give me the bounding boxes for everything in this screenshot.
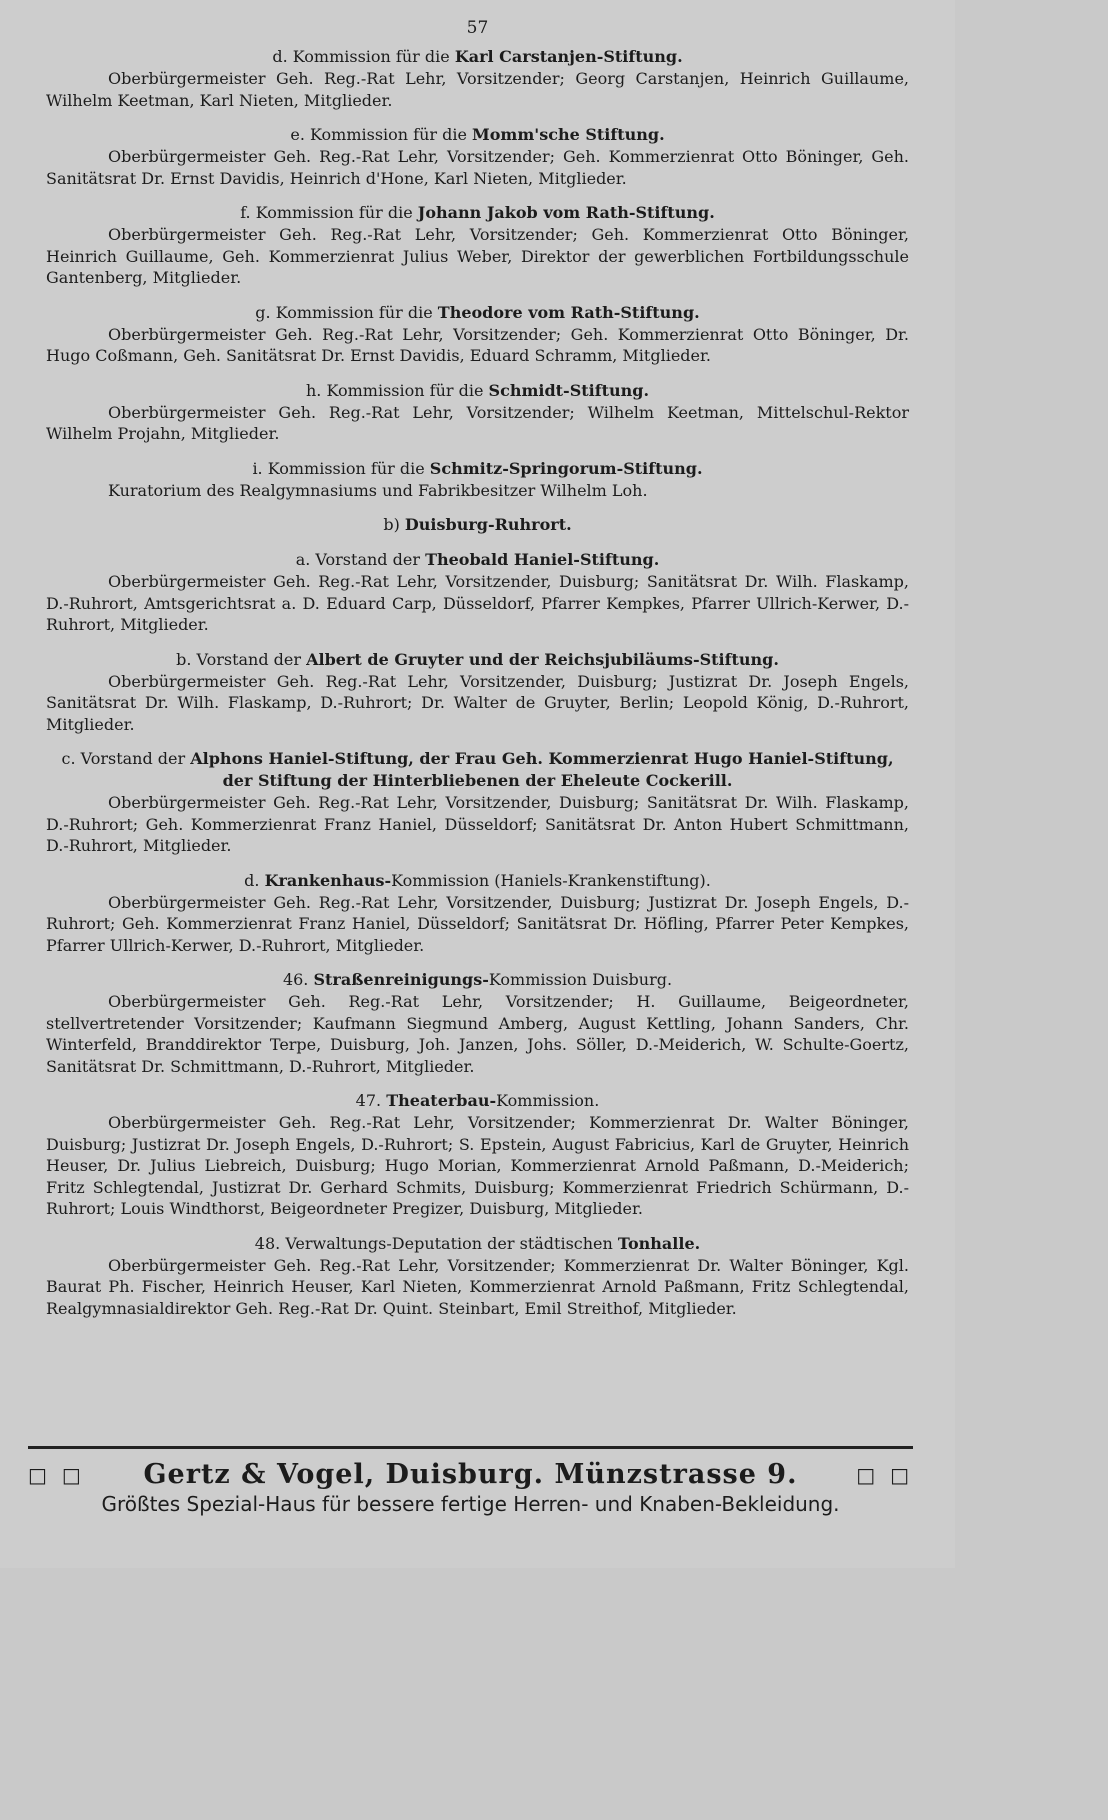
section-body: Oberbürgermeister Geh. Reg.-Rat Lehr, Vorsitzender; Wilhelm Keetman, Mittelschul-Rektor Wilhelm Projahn, Mitglieder.	[46, 402, 909, 443]
page-number: 57	[466, 18, 489, 38]
heading-prefix: d.	[244, 870, 260, 890]
section	[46, 380, 909, 445]
heading-title: Albert de Gruyter und der Reichsjubiläums-Stiftung.	[306, 649, 779, 669]
heading-suffix: Kommission (Haniels-Krankenstiftung).	[391, 870, 711, 890]
section-body: Oberbürgermeister Geh. Reg.-Rat Lehr, Vorsitzender, Duisburg; Sanitätsrat Dr. Wilh. Flaskamp, D.-Ruhrort; Geh. Kommerzienrat Franz Haniel, Düsseldorf; Sanitätsrat Dr. Anton Hubert Schmittmann, D.-Ruhrort, Mitglieder.	[46, 793, 909, 855]
section-body: Oberbürgermeister Geh. Reg.-Rat Lehr, Vorsitzender; Geh. Kommerzienrat Otto Böninger, Geh. Sanitätsrat Dr. Ernst Davidis, Heinrich d'Hone, Karl Nieten, Mitglieder.	[46, 147, 909, 188]
heading-title: Straßenreinigungs-	[313, 970, 489, 989]
heading-title: Theodore vom Rath-Stiftung.	[437, 302, 700, 322]
heading-prefix: a. Vorstand der	[295, 550, 420, 569]
section	[46, 1233, 909, 1320]
section	[46, 870, 909, 957]
heading-title: Alphons Haniel-Stiftung, der Frau Geh. Kommerzienrat Hugo Haniel-Stiftung, der Stiftung der Hinterbliebenen der Eheleute Cockerill.	[190, 749, 894, 790]
section-body: Oberbürgermeister Geh. Reg.-Rat Lehr, Vorsitzender; Georg Carstanjen, Heinrich Guillaume, Wilhelm Keetman, Karl Nieten, Mitglieder.	[46, 69, 909, 110]
heading-title: Theobald Haniel-Stiftung.	[425, 550, 660, 569]
section-body: Oberbürgermeister Geh. Reg.-Rat Lehr, Vorsitzender, Duisburg; Justizrat Dr. Joseph Engels, Sanitätsrat Dr. Wilh. Flaskamp, D.-Ruhrort; Dr. Walter de Gruyter, Berlin; Leopold König, D.-Ruhrort, Mitglieder.	[46, 671, 909, 734]
section-heading	[46, 380, 909, 402]
heading-prefix: b. Vorstand der	[176, 649, 302, 669]
ad-company-line: Gertz & Vogel, Duisburg. Münzstrasse 9.	[143, 1459, 798, 1490]
section	[46, 514, 909, 536]
section-body: Oberbürgermeister Geh. Reg.-Rat Lehr, Vorsitzender; Geh. Kommerzienrat Otto Böninger, Dr. Hugo Coßmann, Geh. Sanitätsrat Dr. Ernst Davidis, Eduard Schramm, Mitglieder.	[46, 324, 909, 365]
section	[46, 1090, 909, 1220]
heading-prefix: e. Kommission für die	[290, 125, 467, 144]
heading-title: Johann Jakob vom Rath-Stiftung.	[417, 203, 715, 222]
section-heading	[46, 202, 909, 224]
section-heading	[46, 969, 909, 991]
section-heading	[46, 549, 909, 571]
heading-title: Schmitz-Springorum-Stiftung.	[429, 458, 703, 478]
section-body: Oberbürgermeister Geh. Reg.-Rat Lehr, Vorsitzender, Duisburg; Justizrat Dr. Joseph Engels, D.-Ruhrort; Geh. Kommerzienrat Franz Haniel, Düsseldorf; Sanitätsrat Dr. Höfling, Pfarrer Peter Kempkes, Pfarrer Ullrich-Kerwer, D.-Ruhrort, Mitglieder.	[46, 892, 909, 955]
section-heading	[46, 302, 909, 324]
section-body: Oberbürgermeister Geh. Reg.-Rat Lehr, Vorsitzender, Duisburg; Sanitätsrat Dr. Wilh. Flaskamp, D.-Ruhrort, Amtsgerichtsrat a. D. Eduard Carp, Düsseldorf, Pfarrer Kempkes, Pfarrer Ullrich-Kerwer, D.-Ruhrort, Mitglieder.	[46, 572, 909, 634]
box-ornament-left: □ □	[28, 1462, 85, 1487]
heading-prefix: f. Kommission für die	[240, 203, 413, 222]
section	[46, 302, 909, 367]
heading-prefix: b)	[383, 515, 400, 534]
section-heading	[46, 514, 909, 536]
section	[46, 969, 909, 1077]
heading-title: Schmidt-Stiftung.	[488, 380, 650, 400]
section-heading	[46, 1233, 909, 1255]
ad-company-line-row	[28, 1459, 913, 1490]
heading-prefix: g. Kommission für die	[255, 302, 433, 322]
section	[46, 649, 909, 736]
heading-title: Karl Carstanjen-Stiftung.	[454, 47, 683, 66]
heading-suffix: Kommission.	[496, 1091, 600, 1110]
box-ornament-right: □ □	[856, 1462, 913, 1487]
section	[46, 549, 909, 636]
heading-prefix: 46.	[282, 970, 309, 989]
section-heading	[46, 748, 909, 792]
ad-slogan: Größtes Spezial-Haus für bessere fertige Herren- und Knaben-Bekleidung.	[101, 1492, 840, 1516]
section-heading	[46, 124, 909, 146]
section-body: Oberbürgermeister Geh. Reg.-Rat Lehr, Vorsitzender; Kommerzienrat Dr. Walter Böninger, Duisburg; Justizrat Dr. Joseph Engels, D.-Ruhrort; S. Epstein, August Fabricius, Karl de Gruyter, Heinrich Heuser, Dr. Julius Liebreich, Duisburg; Hugo Morian, Kommerzienrat Arnold Paßmann, D.-Meiderich; Fritz Schlegtendal, Justizrat Dr. Gerhard Schmits, Duisburg; Kommerzienrat Friedrich Schürmann, D.-Ruhrort; Louis Windthorst, Beigeordneter Pregizer, Duisburg, Mitglieder.	[46, 1113, 909, 1218]
advertisement-footer	[28, 1446, 913, 1516]
heading-prefix: c. Vorstand der	[61, 749, 186, 768]
section-heading	[46, 1090, 909, 1112]
heading-prefix: i. Kommission für die	[252, 458, 425, 478]
sections-container	[46, 46, 909, 1319]
heading-prefix: d. Kommission für die	[272, 47, 450, 66]
heading-prefix: h. Kommission für die	[305, 380, 484, 400]
section	[46, 124, 909, 189]
heading-title: Krankenhaus-	[264, 870, 392, 890]
section-body: Oberbürgermeister Geh. Reg.-Rat Lehr, Vorsitzender; Geh. Kommerzienrat Otto Böninger, Heinrich Guillaume, Geh. Kommerzienrat Julius Weber, Direktor der gewerblichen Fortbildungsschule Gantenberg, Mitglieder.	[46, 225, 909, 287]
section-heading	[46, 649, 909, 671]
section-body: Oberbürgermeister Geh. Reg.-Rat Lehr, Vorsitzender; H. Guillaume, Beigeordneter, stellvertretender Vorsitzender; Kaufmann Siegmund Amberg, August Kettling, Johann Sanders, Chr. Winterfeld, Branddirektor Terpe, Duisburg, Joh. Janzen, Johs. Söller, D.-Meiderich, W. Schulte-Goertz, Sanitätsrat Dr. Schmittmann, D.-Ruhrort, Mitglieder.	[46, 992, 909, 1076]
heading-prefix: 48. Verwaltungs-Deputation der städtischen	[254, 1233, 613, 1253]
heading-title: Theaterbau-	[386, 1091, 497, 1110]
heading-title: Momm'sche Stiftung.	[472, 125, 665, 144]
heading-prefix: 47.	[355, 1091, 382, 1110]
section-body: Oberbürgermeister Geh. Reg.-Rat Lehr, Vorsitzender; Kommerzienrat Dr. Walter Böninger, Kgl. Baurat Ph. Fischer, Heinrich Heuser, Karl Nieten, Kommerzienrat Arnold Paßmann, Fritz Schlegtendal, Realgymnasialdirektor Geh. Reg.-Rat Dr. Quint. Steinbart, Emil Streithof, Mitglieder.	[46, 1255, 909, 1318]
section	[46, 202, 909, 289]
heading-suffix: Kommission Duisburg.	[488, 970, 673, 989]
section	[46, 46, 909, 111]
section	[46, 748, 909, 857]
section-heading	[46, 870, 909, 892]
section-heading	[46, 46, 909, 68]
section-heading	[46, 458, 909, 480]
heading-title: Tonhalle.	[617, 1233, 701, 1253]
section	[46, 458, 909, 502]
section-body: Kuratorium des Realgymnasiums und Fabrikbesitzer Wilhelm Loh.	[108, 480, 648, 500]
heading-title: Duisburg-Ruhrort.	[404, 515, 572, 534]
